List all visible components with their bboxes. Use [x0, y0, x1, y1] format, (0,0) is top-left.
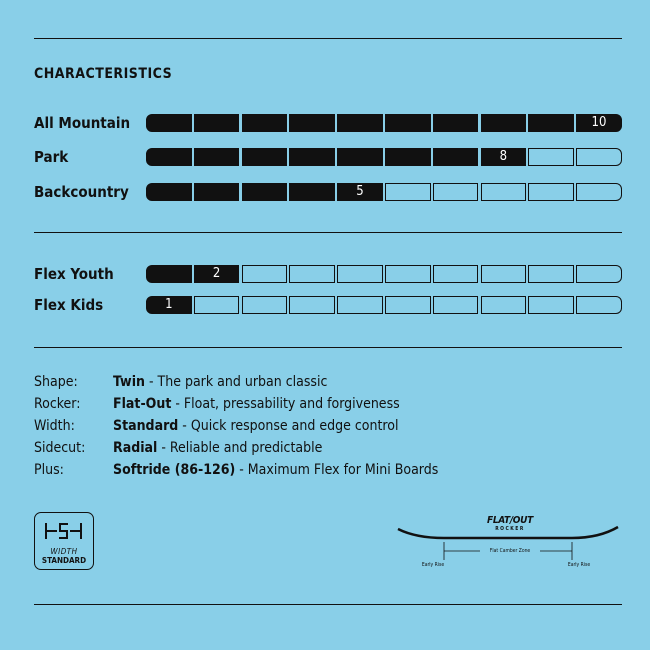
rating-segment: [576, 148, 622, 166]
spec-label: Plus:: [34, 462, 64, 478]
rating-segment: [385, 296, 431, 314]
rating-segment: [289, 265, 335, 283]
rating-label: Park: [34, 148, 69, 166]
rating-segment: [242, 148, 288, 166]
rating-segment: [433, 265, 479, 283]
spec-value: [113, 417, 398, 435]
rating-segment: [337, 148, 383, 166]
rating-segment: [289, 183, 335, 201]
rating-segment: [146, 265, 192, 283]
rating-value: 2: [212, 266, 221, 281]
spec-description: - Reliable and predictable: [157, 440, 323, 456]
rating-row-park: [34, 147, 622, 167]
spec-name: Standard: [113, 418, 179, 434]
rating-segment: [433, 296, 479, 314]
rating-segment: [146, 296, 192, 314]
rocker-subtitle: ROCKER: [495, 526, 525, 532]
rating-value: 8: [499, 149, 508, 164]
spec-label: Shape:: [34, 374, 78, 390]
rating-segment: [481, 296, 527, 314]
spec-label: Width:: [34, 418, 75, 434]
section-divider: [34, 232, 622, 233]
rating-value: 10: [591, 115, 607, 130]
spec-description: - Maximum Flex for Mini Boards: [235, 462, 439, 478]
rating-segment: [385, 114, 431, 132]
rating-segment: [337, 296, 383, 314]
section-divider: [34, 347, 622, 348]
rating-label: Flex Kids: [34, 296, 104, 314]
rating-label: Flex Youth: [34, 265, 114, 283]
rating-segment: [146, 183, 192, 201]
rating-segment: [528, 183, 574, 201]
width-icon-value: STANDARD: [41, 556, 87, 565]
rating-segment: [242, 265, 288, 283]
spec-description: - The park and urban classic: [144, 374, 328, 390]
rating-segment: [433, 148, 479, 166]
rating-segment: [385, 183, 431, 201]
bottom-divider: [34, 604, 622, 605]
rating-segment: [289, 114, 335, 132]
rating-segment: [576, 265, 622, 283]
rating-segment: [481, 114, 527, 132]
rating-bar: [146, 148, 622, 166]
rating-segment: [576, 114, 622, 132]
section-title: CHARACTERISTICS: [34, 66, 173, 82]
rating-bar: [146, 183, 622, 201]
spec-value: [113, 439, 322, 457]
rating-label: All Mountain: [34, 114, 131, 132]
spec-name: Softride (86-126): [113, 462, 236, 478]
spec-description: - Float, pressability and forgiveness: [171, 396, 400, 412]
rating-segment: [528, 265, 574, 283]
rating-segment: [576, 296, 622, 314]
rating-segment: [242, 183, 288, 201]
rating-segment: [194, 296, 240, 314]
rating-row-all-mountain: [34, 113, 622, 133]
rating-segment: [194, 148, 240, 166]
rating-segment: [289, 148, 335, 166]
rating-segment: [242, 114, 288, 132]
rating-segment: [433, 183, 479, 201]
spec-name: Flat-Out: [113, 396, 172, 412]
rating-segment: [289, 296, 335, 314]
rating-segment: [337, 183, 383, 201]
rating-segment: [194, 183, 240, 201]
rating-label: Backcountry: [34, 183, 129, 201]
spec-name: Radial: [113, 440, 158, 456]
rating-segment: [433, 114, 479, 132]
flat-out-rocker-profile-icon: [392, 512, 624, 574]
rating-segment: [576, 183, 622, 201]
spec-description: - Quick response and edge control: [178, 418, 399, 434]
rating-segment: [146, 148, 192, 166]
spec-value: [113, 373, 327, 391]
rating-bar: [146, 114, 622, 132]
spec-value: [113, 461, 438, 479]
width-icon-word: WIDTH: [50, 547, 78, 556]
rating-bar: [146, 265, 622, 283]
rocker-brand: FLAT/OUT: [487, 515, 533, 526]
rating-segment: [242, 296, 288, 314]
width-arrows-icon: [35, 513, 92, 547]
spec-label: Rocker:: [34, 396, 81, 412]
rating-value: 1: [165, 297, 173, 312]
rating-segment: [385, 148, 431, 166]
spec-name: Twin: [113, 374, 145, 390]
rating-row-backcountry: [34, 182, 622, 202]
rating-segment: [528, 148, 574, 166]
rating-segment: [528, 296, 574, 314]
rating-segment: [194, 265, 240, 283]
spec-label: Sidecut:: [34, 440, 86, 456]
rating-segment: [385, 265, 431, 283]
rating-row-flex-kids: [34, 295, 622, 315]
rating-bar: [146, 296, 622, 314]
top-divider: [34, 38, 622, 39]
early-rise-left-label: Early Rise: [421, 562, 445, 568]
rating-segment: [337, 114, 383, 132]
rating-value: 5: [356, 184, 364, 199]
width-standard-icon: [34, 512, 94, 570]
rating-segment: [528, 114, 574, 132]
rating-segment: [337, 265, 383, 283]
rating-segment: [481, 183, 527, 201]
rating-row-flex-youth: [34, 264, 622, 284]
early-rise-right-label: Early Rise: [567, 562, 591, 568]
rating-segment: [481, 265, 527, 283]
rating-segment: [146, 114, 192, 132]
rating-segment: [481, 148, 527, 166]
camber-zone-label: Flat Camber Zone: [480, 548, 540, 554]
rating-segment: [194, 114, 240, 132]
spec-value: [113, 395, 400, 413]
